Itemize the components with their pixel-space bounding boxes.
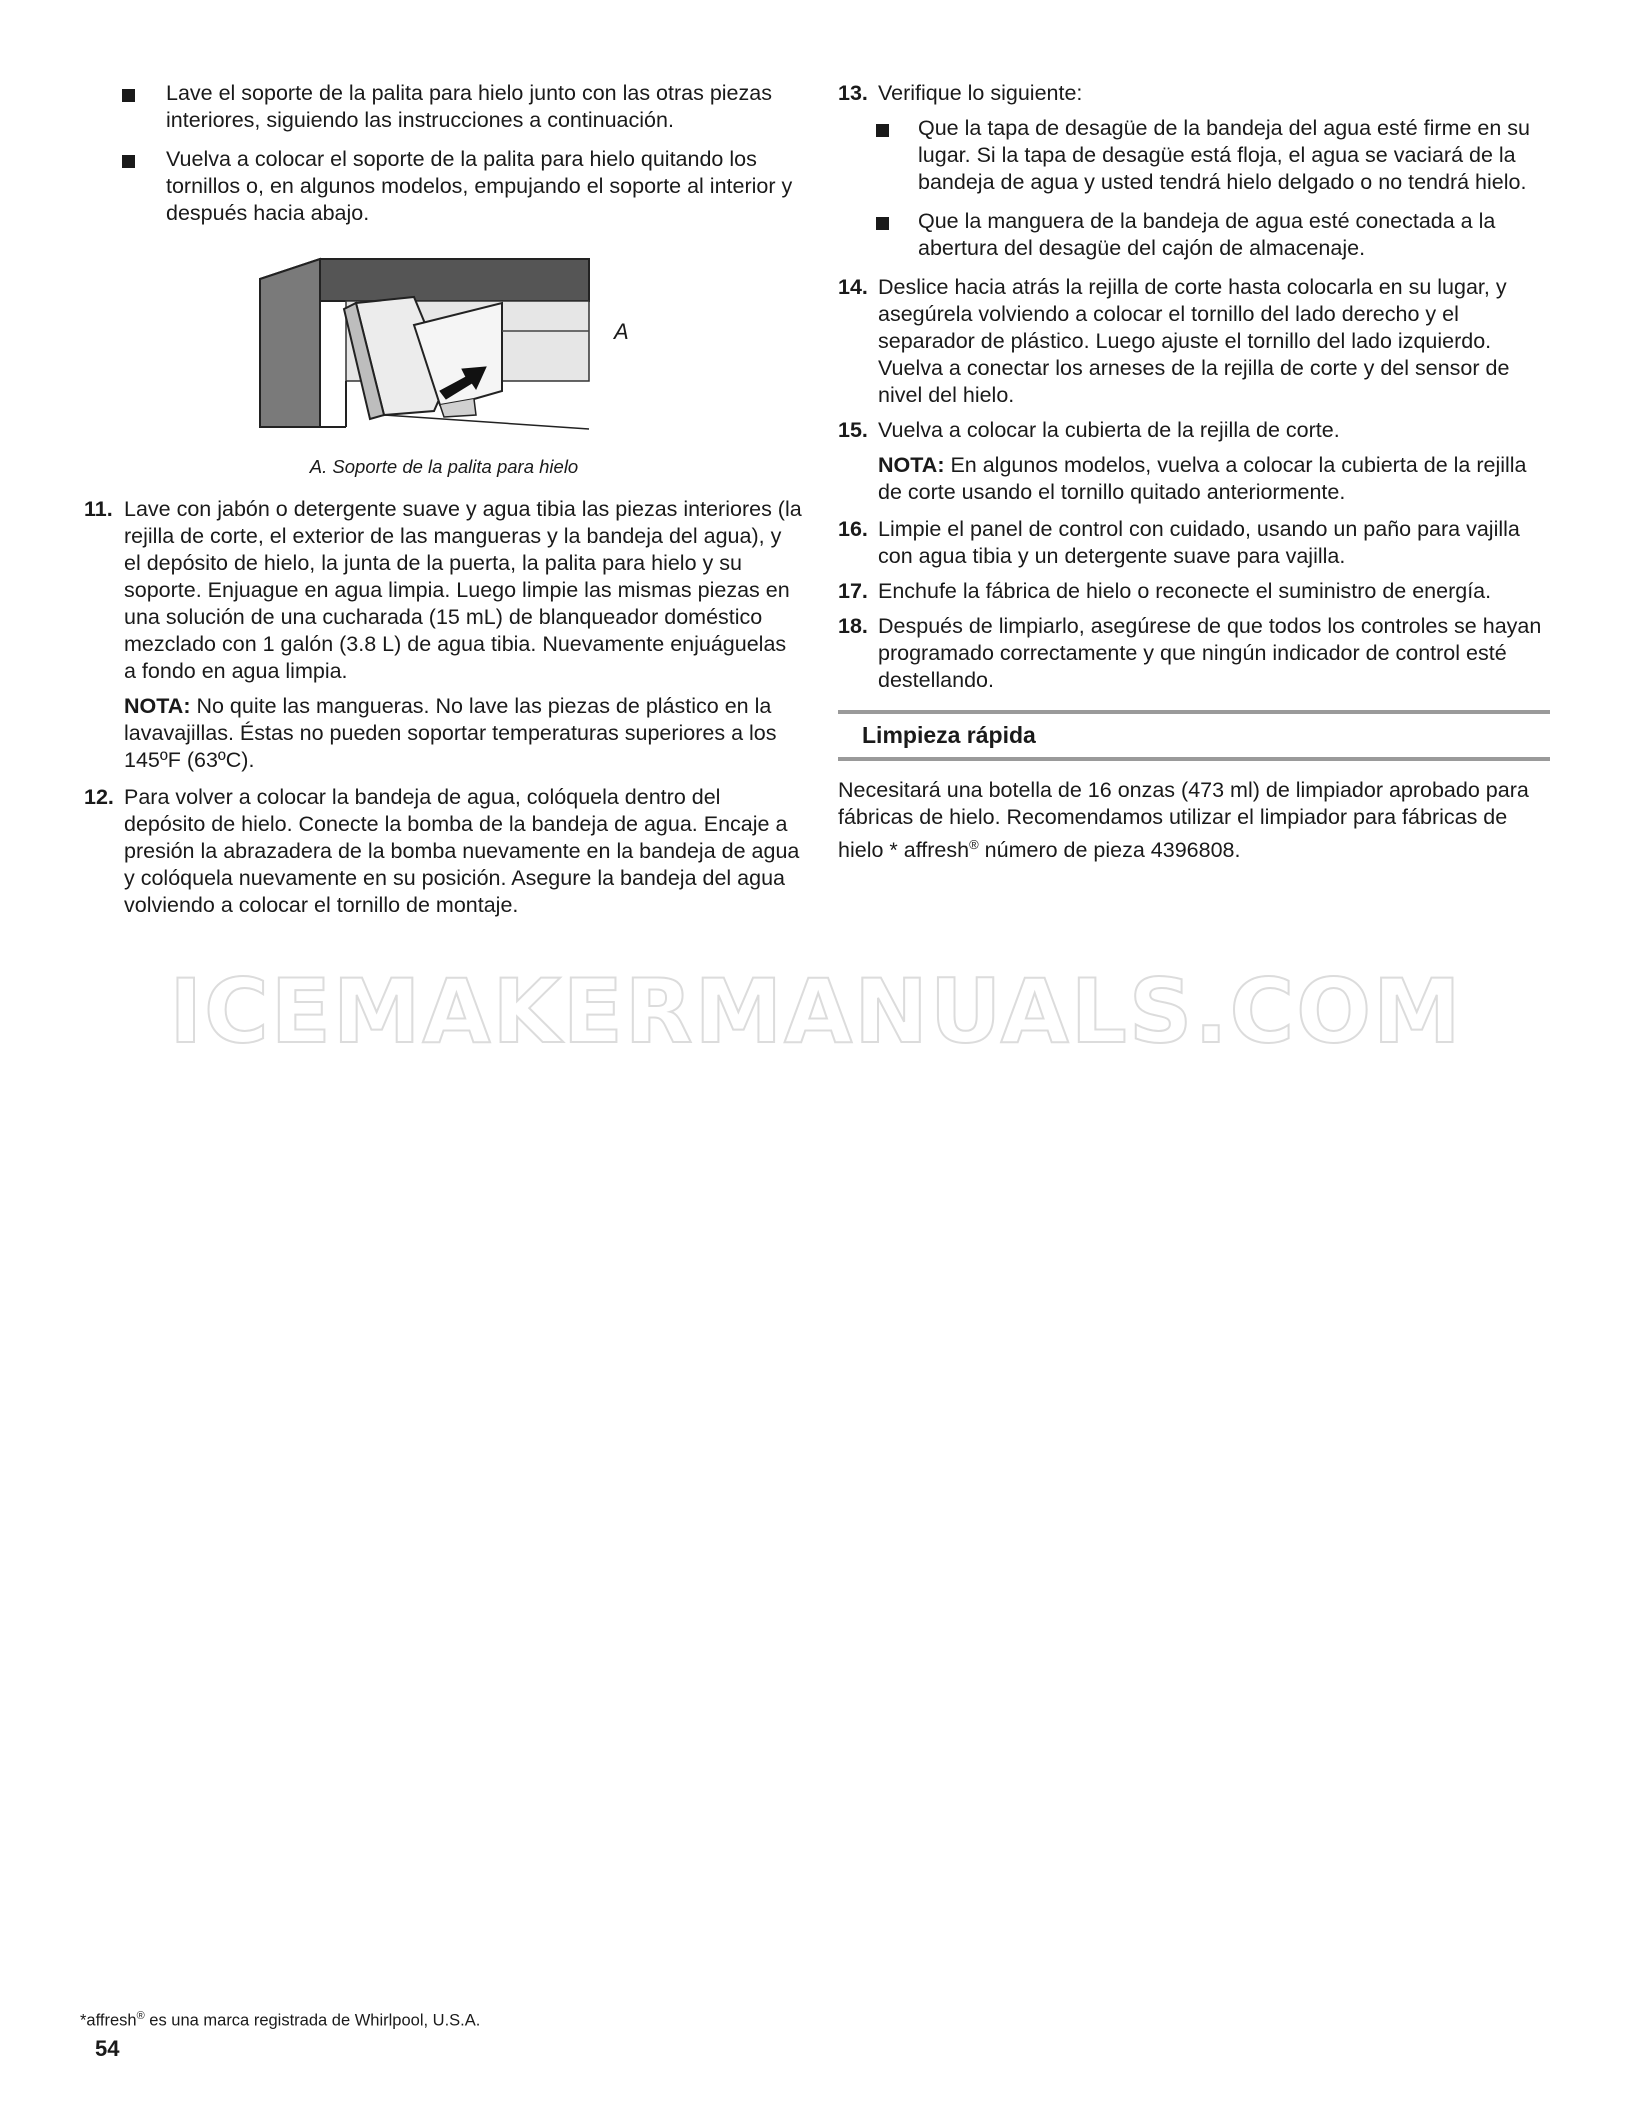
step-17 xyxy=(838,578,1550,605)
bullet-text: Que la tapa de desagüe de la bandeja del agua esté firme en su lugar. Si la tapa de desagüe está floja, el agua se vaciará de la bandeja de agua y usted tendrá hielo delgado o no tendrá hielo. xyxy=(918,116,1531,194)
step-text: Limpie el panel de control con cuidado, usando un paño para vajilla con agua tibia y un detergente suave para vajilla. xyxy=(878,517,1520,568)
step-text: Para volver a colocar la bandeja de agua, colóquela dentro del depósito de hielo. Conecte la bomba de la bandeja de agua. Encaje a presión la abrazadera de la bomba nuevamente en la bandeja de agua y colóquela nuevamente en su posición. Asegure la bandeja del agua volviendo a colocar el tornillo de montaje. xyxy=(124,785,800,917)
step-text: Vuelva a colocar la cubierta de la rejilla de corte. xyxy=(878,418,1340,442)
section-heading: Limpieza rápida xyxy=(838,710,1550,761)
registered-mark: ® xyxy=(136,2010,145,2022)
ice-scoop-holder-figure xyxy=(84,239,804,449)
section-body xyxy=(838,777,1550,864)
step-number: 16. xyxy=(838,517,868,541)
footnote-text: es una marca registrada de Whirlpool, U.S.A. xyxy=(144,2011,481,2030)
figure-caption: A. Soporte de la palita para hielo xyxy=(309,456,579,477)
step-number: 11. xyxy=(84,497,113,521)
step-16 xyxy=(838,516,1550,570)
square-bullet-icon xyxy=(122,89,135,102)
ice-scoop-holder-illustration xyxy=(84,239,804,449)
square-bullet-icon xyxy=(876,124,889,137)
step-number: 17. xyxy=(838,579,868,603)
bullet-item xyxy=(838,115,1550,196)
footnote xyxy=(80,2003,480,2035)
step-number: 12. xyxy=(84,785,114,809)
step-number: 15. xyxy=(838,418,868,442)
step-14 xyxy=(838,274,1550,409)
step-text: Verifique lo siguiente: xyxy=(878,81,1083,105)
step-18 xyxy=(838,613,1550,694)
step-number: 13. xyxy=(838,81,868,105)
note-15 xyxy=(838,452,1550,506)
watermark: ICEMAKERMANUALS.COM xyxy=(169,960,1463,1063)
note-text: En algunos modelos, vuelva a colocar la cubierta de la rejilla de corte usando el tornillo quitado anteriormente. xyxy=(878,453,1527,504)
note-11 xyxy=(84,693,804,774)
bullet-item xyxy=(84,146,804,227)
note-label: NOTA: xyxy=(124,694,191,718)
step-13 xyxy=(838,80,1550,107)
bullet-text: Lave el soporte de la palita para hielo junto con las otras piezas interiores, siguiendo las instrucciones a continuación. xyxy=(166,81,772,132)
step-text: Enchufe la fábrica de hielo o reconecte el suministro de energía. xyxy=(878,579,1492,603)
left-column xyxy=(84,80,804,927)
section-body-text-end: número de pieza 4396808. xyxy=(978,838,1241,863)
step-15 xyxy=(838,417,1550,444)
bullet-item xyxy=(84,80,804,134)
note-label: NOTA: xyxy=(878,453,945,477)
bullet-text: Vuelva a colocar el soporte de la palita para hielo quitando los tornillos o, en algunos modelos, empujando el soporte al interior y después hacia abajo. xyxy=(166,147,793,225)
square-bullet-icon xyxy=(122,155,135,168)
step-text: Deslice hacia atrás la rejilla de corte hasta colocarla en su lugar, y asegúrela volviendo a colocar el tornillo del lado derecho y el separador de plástico. Luego ajuste el tornillo del lado izquierdo. Vuelva a conectar los arneses de la rejilla de corte y del sensor de nivel del hielo. xyxy=(878,275,1510,407)
note-text: No quite las mangueras. No lave las piezas de plástico en la lavavajillas. Éstas no pueden soportar temperaturas superiores a los 145ºF (63ºC). xyxy=(124,694,777,772)
section-body-text: Necesitará una botella de 16 onzas (473 ml) de limpiador aprobado para fábricas de hielo. Recomendamos utilizar el limpiador para fábricas de hielo * affresh xyxy=(838,778,1529,863)
footnote-brand: *affresh xyxy=(80,2011,137,2030)
step-11 xyxy=(84,496,804,685)
bullet-text: Que la manguera de la bandeja de agua esté conectada a la abertura del desagüe del cajón de almacenaje. xyxy=(918,209,1496,260)
step-12 xyxy=(84,784,804,919)
right-column xyxy=(838,80,1550,864)
step-number: 18. xyxy=(838,614,868,638)
step-text: Lave con jabón o detergente suave y agua tibia las piezas interiores (la rejilla de corte, el exterior de las mangueras y la bandeja del agua), y el depósito de hielo, la junta de la puerta, la palita para hielo y su soporte. Enjuague en agua limpia. Luego limpie las mismas piezas en una solución de una cucharada (15 mL) de blanqueador doméstico mezclado con 1 galón (3.8 L) de agua tibia. Nuevamente enjuáguelas a fondo en agua limpia. xyxy=(124,497,802,683)
step-text: Después de limpiarlo, asegúrese de que todos los controles se hayan programado correctamente y que ningún indicador de control esté destellando. xyxy=(878,614,1542,692)
callout-label-a: A xyxy=(614,319,629,344)
page-number: 54 xyxy=(95,2036,120,2061)
step-number: 14. xyxy=(838,275,868,299)
registered-mark: ® xyxy=(969,837,979,852)
bullet-item xyxy=(838,208,1550,262)
square-bullet-icon xyxy=(876,217,889,230)
